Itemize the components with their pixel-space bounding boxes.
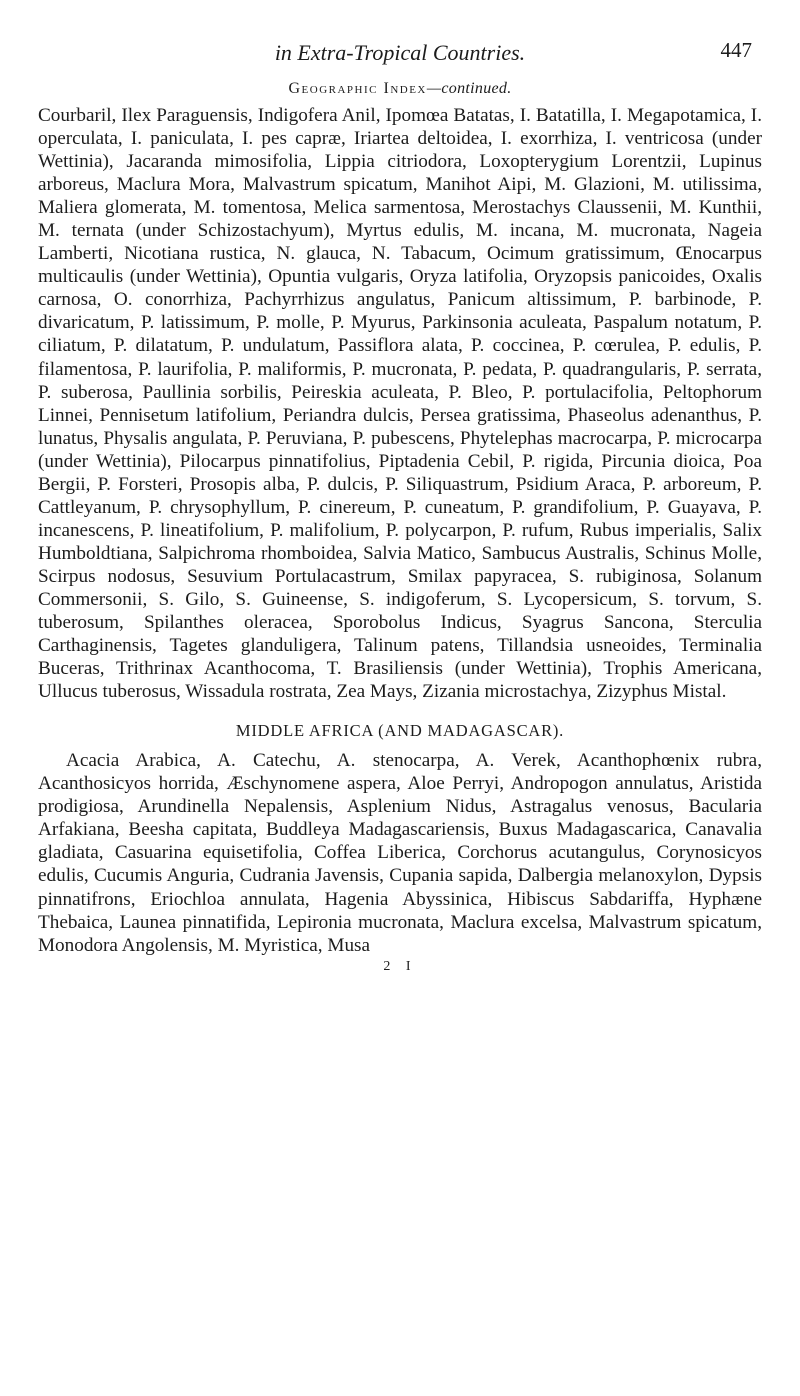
signature-mark: 2 I (383, 958, 417, 974)
region-heading: MIDDLE AFRICA (AND MADAGASCAR). (235, 721, 565, 741)
section-title-main: Geographic Index (288, 80, 427, 97)
running-head (38, 38, 762, 72)
section-title (38, 80, 762, 98)
section-title-continued: —continued. (426, 80, 512, 97)
region-paragraph: Acacia Arabica, A. Catechu, A. stenocarpa, A. Verek, Acanthophœnix rubra, Acanthosicyos horrida, Æschynomene aspera, Aloe Perryi, Andropogon annulatus, Aristida prodigiosa, Arundinella Nepalensis, Asplenium Nidus, Astragalus venosus, Bacularia Arfakiana, Beesha capitata, Buddleya Madagascariensis, Buxus Madagascarica, Canavalia gladiata, Casuarina equisetifolia, Coffea Liberica, Corchorus acutangulus, Corynosicyos edulis, Cucumis Anguria, Cudrania Javensis, Cupania sapida, Dalbergia melanoxylon, Dypsis pinnatifrons, Eriochloa annulata, Hagenia Abyssinica, Hibiscus Sabdariffa, Hyphæne Thebaica, Launea pinnatifida, Lepironia mucronata, Maclura excelsa, Malvastrum spicatum, Monodora Angolensis, M. Myristica, Musa (38, 750, 762, 956)
book-page (38, 38, 762, 975)
running-title: in Extra-Tropical Countries. (274, 40, 526, 65)
index-paragraph: Courbaril, Ilex Paraguensis, Indigofera Anil, Ipomœa Batatas, I. Batatilla, I. Megapotamica, I. operculata, I. paniculata, I. pes capræ, Iriartea deltoidea, I. exorrhiza, I. ventricosa (under Wettinia), Jacaranda mimosifolia, Lippia citriodora, Loxopterygium Lorentzii, Lupinus arboreus, Maclura Mora, Malvastrum spicatum, Manihot Aipi, M. Glazioni, M. utilissima, Maliera glomerata, M. tomentosa, Melica sarmentosa, Merostachys Claussenii, M. Kunthii, M. ternata (under Schizostachyum), Myrtus edulis, M. incana, M. mucronata, Nageia Lamberti, Nicotiana rustica, N. glauca, N. Tabacum, Ocimum gratissimum, Œnocarpus multicaulis (under Wettinia), Opuntia vulgaris, Oryza latifolia, Oryzopsis panicoides, Oxalis carnosa, O. conorrhiza, Pachyrrhizus angulatus, Panicum altissimum, P. barbinode, P. divaricatum, P. latissimum, P. molle, P. Myurus, Parkinsonia aculeata, Paspalum notatum, P. ciliatum, P. dilatatum, P. undulatum, Passiflora alata, P. coccinea, P. cœrulea, P. edulis, P. filamentosa, P. laurifolia, P. maliformis, P. mucronata, P. pedata, P. quadrangularis, P. serrata, P. suberosa, Paullinia sorbilis, Peireskia aculeata, P. Bleo, P. portulacifolia, Peltophorum Linnei, Pennisetum latifolium, Periandra dulcis, Persea gratissima, Phaseolus adenanthus, P. lunatus, Physalis angulata, P. Peruviana, P. pubescens, Phytelephas macrocarpa, P. microcarpa (under Wettinia), Pilocarpus pinnatifolius, Piptadenia Cebil, P. rigida, Pircunia dioica, Poa Bergii, P. Forsteri, Prosopis alba, P. dulcis, P. Siliquastrum, Psidium Araca, P. arboreum, P. Cattleyanum, P. chrysophyllum, P. cinereum, P. cuneatum, P. grandifolium, P. Guayava, P. incanescens, P. lineatifolium, P. malifolium, P. polycarpon, P. rufum, Rubus imperialis, Salix Humboldtiana, Salpichroma rhomboidea, Salvia Matico, Sambucus Australis, Schinus Molle, Scirpus nodosus, Sesuvium Portulacastrum, Smilax papyracea, S. rubiginosa, Solanum Commersonii, S. Gilo, S. Guineense, S. indigoferum, S. Lycopersicum, S. torvum, S. tuberosum, Spilanthes oleracea, Sporobolus Indicus, Syagrus Sancona, Sterculia Carthaginensis, Tagetes glanduligera, Talinum patens, Tillandsia usneoides, Terminalia Buceras, Trithrinax Acanthocoma, T. Brasiliensis (under Wettinia), Trophis Americana, Ullucus tuberosus, Wissadula rostrata, Zea Mays, Zizania microstachya, Zizyphus Mistal. (38, 105, 762, 703)
page-number: 447 (720, 38, 752, 62)
